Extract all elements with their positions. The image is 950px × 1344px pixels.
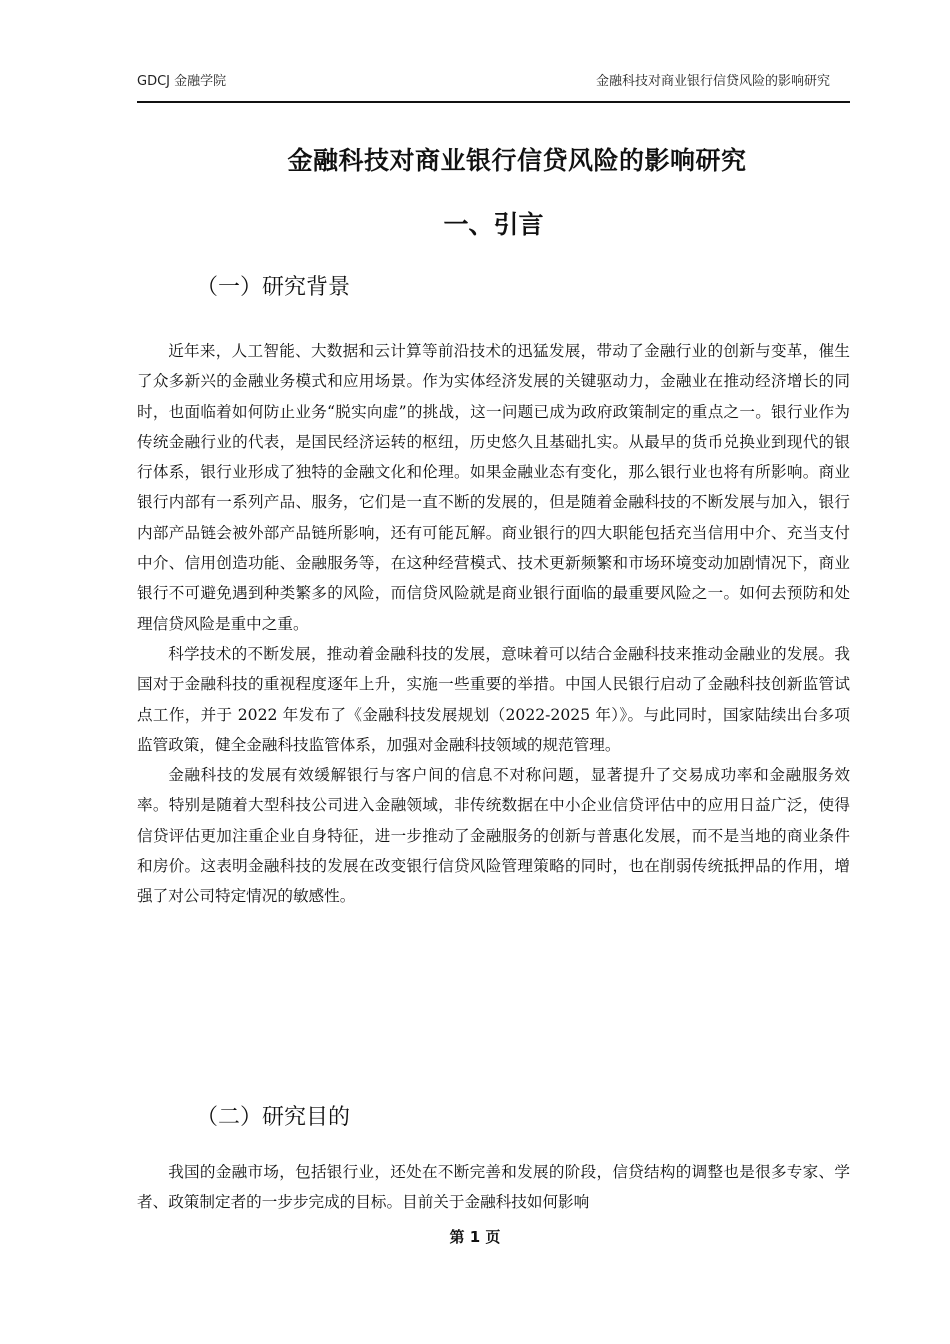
objectives-body <box>137 1157 850 1218</box>
section-heading-introduction: 一、引言 <box>443 210 544 239</box>
subsection-heading-background: （一）研究背景 <box>196 275 351 300</box>
header-paper-title: 金融科技对商业银行信贷风险的影响研究 <box>595 74 830 89</box>
background-body <box>137 336 850 912</box>
header-institution: GDCJ 金融学院 <box>137 74 227 89</box>
paper-title: 金融科技对商业银行信贷风险的影响研究 <box>287 146 747 175</box>
header-divider <box>137 101 850 103</box>
paragraph: 近年来，人工智能、大数据和云计算等前沿技术的迅猛发展，带动了金融行业的创新与变革，催生了众多新兴的金融业务模式和应用场景。作为实体经济发展的关键驱动力，金融业在推动经济增长的同时，也面临着如何防止业务“脱实向虚”的挑战，这一问题已成为政府政策制定的重点之一。银行业作为传统金融行业的代表，是国民经济运转的枢纽，历史悠久且基础扎实。从最早的货币兑换业到现代的银行体系，银行业形成了独特的金融文化和伦理。如果金融业态有变化，那么银行业也将有所影响。商业银行内部有一系列产品、服务，它们是一直不断的发展的，但是随着金融科技的不断发展与加入，银行内部产品链会被外部产品链所影响，还有可能瓦解。商业银行的四大职能包括充当信用中介、充当支付中介、信用创造功能、金融服务等，在这种经营模式、技术更新频繁和市场环境变动加剧情况下，商业银行不可避免遇到种类繁多的风险，而信贷风险就是商业银行面临的最重要风险之一。如何去预防和处理信贷风险是重中之重。 <box>137 342 850 633</box>
page-number: 第 1 页 <box>449 1228 501 1246</box>
paragraph: 金融科技的发展有效缓解银行与客户间的信息不对称问题，显著提升了交易成功率和金融服务效率。特别是随着大型科技公司进入金融领域，非传统数据在中小企业信贷评估中的应用日益广泛，使得信贷评估更加注重企业自身特征，进一步推动了金融服务的创新与普惠化发展，而不是当地的商业条件和房价。这表明金融科技的发展在改变银行信贷风险管理策略的同时，也在削弱传统抵押品的作用，增强了对公司特定情况的敏感性。 <box>137 766 850 906</box>
paragraph: 科学技术的不断发展，推动着金融科技的发展，意味着可以结合金融科技来推动金融业的发展。我国对于金融科技的重视程度逐年上升，实施一些重要的举措。中国人民银行启动了金融科技创新监管试点工作，并于 2022 年发布了《金融科技发展规划（2022-2025 年）》。与此同时，国家陆续出台多项监管政策，健全金融科技监管体系，加强对金融科技领域的规范管理。 <box>137 644 850 754</box>
running-header <box>137 66 850 90</box>
paragraph: 我国的金融市场，包括银行业，还处在不断完善和发展的阶段，信贷结构的调整也是很多专家、学者、政策制定者的一步步完成的目标。目前关于金融科技如何影响 <box>137 1163 850 1212</box>
subsection-heading-objectives: （二）研究目的 <box>196 1105 351 1130</box>
